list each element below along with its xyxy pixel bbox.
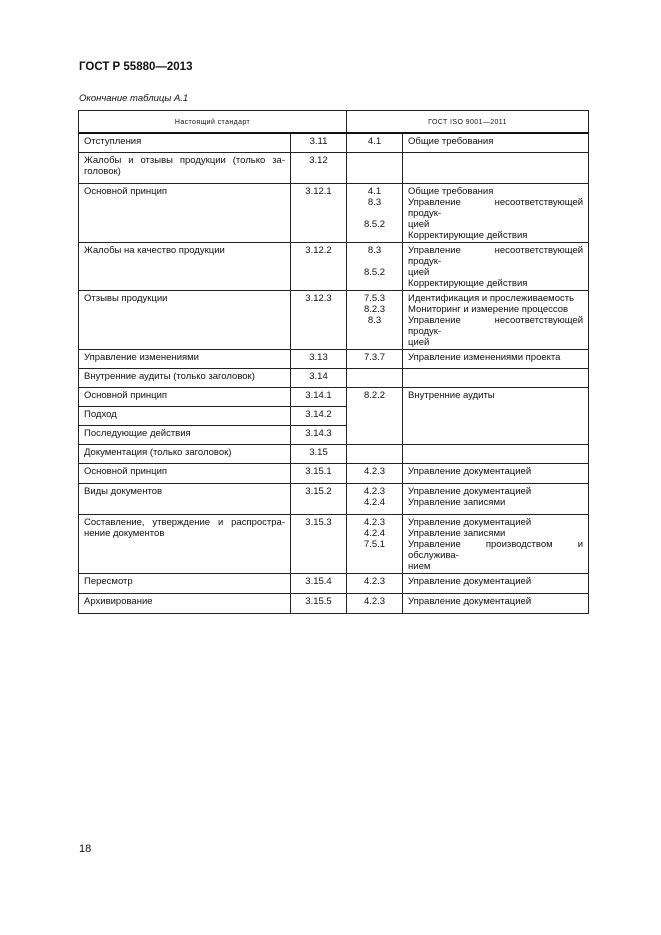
iso-clause-number: 7.3.7: [363, 351, 386, 363]
iso-clause-cell: [347, 387, 403, 444]
clause-cell: 3.12: [291, 152, 347, 183]
table-row: [79, 387, 589, 406]
term-text: Основной принцип: [84, 185, 168, 197]
iso-clause-title: цией: [408, 266, 430, 278]
iso-clause-title: Идентификация и прослеживаемость: [408, 292, 575, 304]
concordance-table: [78, 110, 589, 614]
term-cell: [79, 514, 291, 573]
clause-cell: 3.12.3: [291, 290, 347, 349]
clause-cell: 3.14.3: [291, 425, 347, 444]
iso-title-cell: [403, 573, 589, 593]
clause-cell: 3.15.5: [291, 593, 347, 613]
iso-clause-number: 4.2.4: [363, 496, 386, 508]
clause-cell: 3.13: [291, 349, 347, 368]
iso-clause-cell: [347, 573, 403, 593]
table-header-row: [79, 111, 589, 134]
clause-cell: 3.15.2: [291, 483, 347, 514]
document-title: ГОСТ Р 55880—2013: [79, 61, 193, 73]
iso-clause-title: Управление записями: [408, 496, 506, 508]
iso-clause-title: цией: [408, 218, 430, 230]
term-text: Пересмотр: [84, 575, 133, 587]
iso-clause-number: 8.3: [367, 244, 382, 256]
term-cell: [79, 573, 291, 593]
term-cell: [79, 368, 291, 387]
clause-cell: 3.14.1: [291, 387, 347, 406]
iso-clause-number: 8.5.2: [363, 218, 386, 230]
clause-cell: 3.15.4: [291, 573, 347, 593]
table-row: [79, 290, 589, 349]
clause-cell: 3.12.2: [291, 242, 347, 290]
clause-cell: 3.15: [291, 444, 347, 463]
iso-clause-cell: [347, 133, 403, 152]
column-header-national-standard: Настоящий стандарт: [79, 111, 347, 134]
iso-clause-title: Управление производством и обслужива-: [408, 538, 584, 561]
iso-clause-title: Управление записями: [408, 527, 506, 539]
iso-clause-cell: [347, 242, 403, 290]
table-row: [79, 133, 589, 152]
clause-cell: 3.15.3: [291, 514, 347, 573]
term-cell: [79, 463, 291, 483]
iso-clause-cell: [347, 183, 403, 242]
term-cell: [79, 425, 291, 444]
table-row: [79, 242, 589, 290]
iso-title-cell: [403, 183, 589, 242]
term-text: Жалобы и отзывы продукции (только за-: [84, 154, 285, 166]
iso-clause-number: 4.2.3: [363, 485, 386, 497]
iso-title-cell: [403, 593, 589, 613]
iso-clause-cell: [347, 514, 403, 573]
iso-clause-cell: [347, 483, 403, 514]
iso-clause-number: 8.2.2: [363, 389, 386, 401]
term-text: Подход: [84, 408, 117, 420]
iso-clause-title: Корректирующие действия: [408, 277, 528, 289]
term-cell: [79, 183, 291, 242]
iso-clause-title: Внутренние аудиты: [408, 389, 495, 401]
table-row: [79, 593, 589, 613]
table-row: [79, 463, 589, 483]
iso-clause-title: Корректирующие действия: [408, 229, 528, 241]
iso-clause-title: Управление документацией: [408, 516, 532, 528]
iso-clause-number: 4.1: [367, 185, 382, 197]
term-text: Документация (только заголовок): [84, 446, 232, 458]
term-cell: [79, 290, 291, 349]
iso-clause-title: Управление изменениями проекта: [408, 351, 561, 363]
term-cell: [79, 444, 291, 463]
iso-clause-cell: [347, 463, 403, 483]
iso-clause-number: 4.2.4: [363, 527, 386, 539]
iso-clause-title: Управление документацией: [408, 575, 532, 587]
clause-cell: 3.11: [291, 133, 347, 152]
iso-clause-number: 7.5.1: [363, 538, 386, 550]
term-text: Архивирование: [84, 595, 153, 607]
iso-clause-title: Управление несоответствующей продук-: [408, 314, 584, 337]
iso-clause-cell: [347, 593, 403, 613]
iso-clause-title: Мониторинг и измерение процессов: [408, 303, 569, 315]
term-cell: [79, 483, 291, 514]
term-cell: [79, 593, 291, 613]
clause-cell: 3.14: [291, 368, 347, 387]
iso-clause-title: цией: [408, 336, 430, 348]
iso-title-cell: [403, 290, 589, 349]
table-row: [79, 183, 589, 242]
table-row: [79, 444, 589, 463]
iso-clause-title: Общие требования: [408, 185, 494, 197]
iso-clause-cell: [347, 368, 403, 387]
clause-cell: 3.15.1: [291, 463, 347, 483]
term-text: Составление, утверждение и распростра-: [84, 516, 285, 528]
iso-title-cell: [403, 387, 589, 444]
table-body: [79, 133, 589, 613]
iso-title-cell: [403, 368, 589, 387]
term-cell: [79, 133, 291, 152]
table-row: [79, 514, 589, 573]
iso-clause-title: Управление документацией: [408, 465, 532, 477]
iso-clause-cell: [347, 290, 403, 349]
iso-clause-number: 7.5.3: [363, 292, 386, 304]
iso-clause-number: 4.2.3: [363, 516, 386, 528]
iso-clause-number: 8.5.2: [363, 266, 386, 278]
term-cell: [79, 242, 291, 290]
iso-clause-cell: [347, 444, 403, 463]
term-text: Основной принцип: [84, 389, 168, 401]
iso-title-cell: [403, 152, 589, 183]
iso-clause-number: 8.3: [367, 196, 382, 208]
term-text: Основной принцип: [84, 465, 168, 477]
iso-clause-number: [352, 208, 397, 219]
iso-clause-number: 4.2.3: [363, 465, 386, 477]
iso-clause-number: 8.2.3: [363, 303, 386, 315]
term-text: Жалобы на качество продукции: [84, 244, 225, 256]
iso-title-cell: [403, 133, 589, 152]
term-cell: [79, 387, 291, 406]
table-row: [79, 573, 589, 593]
iso-title-cell: [403, 483, 589, 514]
term-text: головок): [84, 165, 121, 177]
term-text: Виды документов: [84, 485, 163, 497]
clause-cell: 3.14.2: [291, 406, 347, 425]
iso-clause-number: 4.1: [367, 136, 382, 147]
table-row: [79, 152, 589, 183]
term-text: Внутренние аудиты (только заголовок): [84, 370, 255, 382]
term-text: Последующие действия: [84, 427, 191, 439]
iso-clause-title: Управление документацией: [408, 595, 532, 607]
iso-title-cell: [403, 463, 589, 483]
table-row: [79, 483, 589, 514]
iso-clause-number: 4.2.3: [363, 595, 386, 607]
iso-clause-number: [352, 256, 397, 267]
iso-clause-title: Управление несоответствующей продук-: [408, 244, 584, 267]
column-header-iso-standard: ГОСТ ISO 9001—2011: [347, 111, 589, 134]
table-row: [79, 349, 589, 368]
term-cell: [79, 349, 291, 368]
iso-title-cell: [403, 514, 589, 573]
term-cell: [79, 152, 291, 183]
iso-clause-title: нием: [408, 560, 431, 572]
term-text: Отступления: [84, 136, 142, 147]
term-text: нение документов: [84, 527, 165, 539]
table-row: [79, 368, 589, 387]
clause-cell: 3.12.1: [291, 183, 347, 242]
iso-clause-title: Управление документацией: [408, 485, 532, 497]
iso-clause-cell: [347, 349, 403, 368]
iso-title-cell: [403, 444, 589, 463]
term-text: Управление изменениями: [84, 351, 199, 363]
iso-title-cell: [403, 349, 589, 368]
page-number: 18: [79, 843, 92, 855]
iso-clause-title: Общие требования: [408, 136, 494, 147]
term-text: Отзывы продукции: [84, 292, 168, 304]
iso-title-cell: [403, 242, 589, 290]
iso-clause-cell: [347, 152, 403, 183]
table-caption: Окончание таблицы А.1: [79, 93, 189, 104]
term-cell: [79, 406, 291, 425]
iso-clause-title: Управление несоответствующей продук-: [408, 196, 584, 219]
iso-clause-number: 8.3: [367, 314, 382, 326]
iso-clause-number: 4.2.3: [363, 575, 386, 587]
